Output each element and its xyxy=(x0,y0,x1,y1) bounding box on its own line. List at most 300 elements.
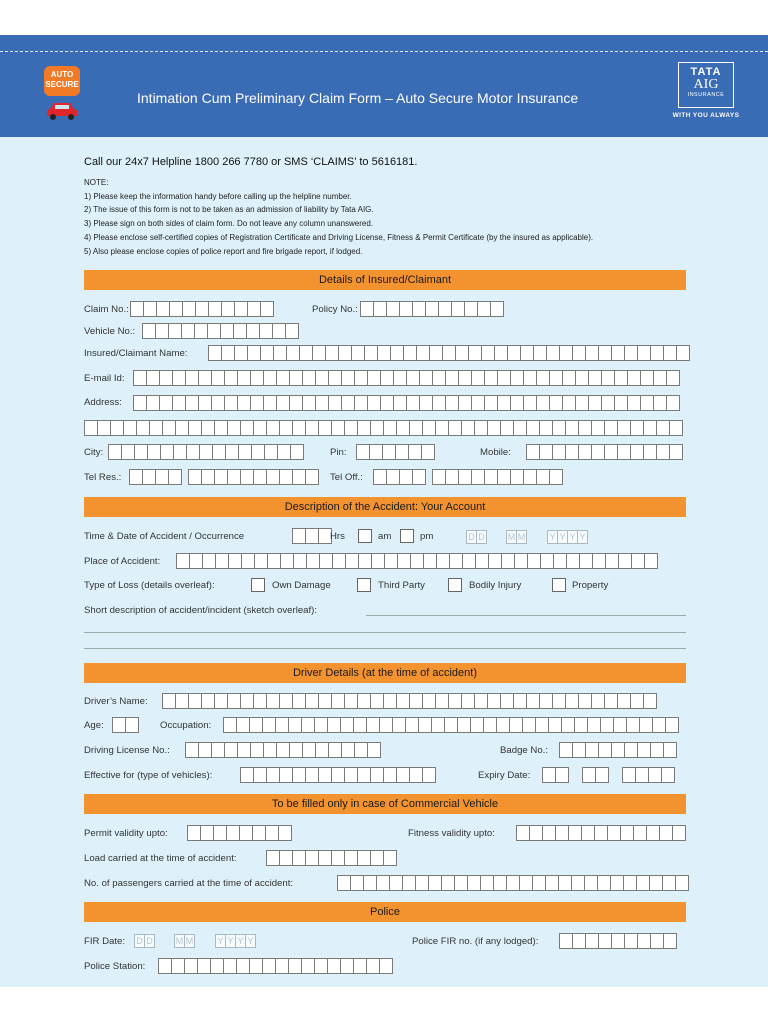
char-box[interactable] xyxy=(598,933,612,949)
char-box[interactable] xyxy=(198,370,212,386)
char-box[interactable] xyxy=(241,553,255,569)
char-box[interactable] xyxy=(494,345,508,361)
char-box[interactable] xyxy=(663,345,677,361)
char-box[interactable] xyxy=(584,875,598,891)
char-box[interactable] xyxy=(562,370,576,386)
char-box[interactable] xyxy=(279,767,293,783)
char-box[interactable] xyxy=(356,444,370,460)
char-box[interactable] xyxy=(315,395,329,411)
age-field[interactable] xyxy=(112,717,138,733)
char-box[interactable] xyxy=(600,717,614,733)
char-box[interactable] xyxy=(253,767,267,783)
char-box[interactable] xyxy=(240,693,254,709)
char-box[interactable] xyxy=(172,370,186,386)
char-box[interactable] xyxy=(380,370,394,386)
char-box[interactable] xyxy=(442,345,456,361)
address-field-line-1[interactable] xyxy=(133,395,679,411)
expiry-month-field[interactable] xyxy=(582,767,608,783)
char-box[interactable] xyxy=(669,420,683,436)
char-box[interactable] xyxy=(613,717,627,733)
char-box[interactable] xyxy=(425,301,439,317)
char-box[interactable] xyxy=(221,345,235,361)
char-box[interactable] xyxy=(247,301,261,317)
char-box[interactable] xyxy=(488,553,502,569)
char-box[interactable] xyxy=(228,553,242,569)
char-box[interactable] xyxy=(526,444,540,460)
char-box[interactable] xyxy=(672,825,686,841)
char-box[interactable] xyxy=(483,717,497,733)
char-box[interactable] xyxy=(470,717,484,733)
char-box[interactable] xyxy=(579,553,593,569)
mobile-field[interactable] xyxy=(526,444,682,460)
char-box[interactable] xyxy=(650,742,664,758)
char-box[interactable] xyxy=(445,395,459,411)
char-box[interactable] xyxy=(290,444,304,460)
char-box[interactable] xyxy=(383,850,397,866)
char-box[interactable] xyxy=(653,395,667,411)
char-box[interactable] xyxy=(650,345,664,361)
passengers-field[interactable] xyxy=(337,875,688,891)
char-box[interactable] xyxy=(595,767,609,783)
char-box[interactable] xyxy=(510,370,524,386)
char-box[interactable] xyxy=(299,345,313,361)
pm-checkbox[interactable] xyxy=(400,529,414,543)
char-box[interactable] xyxy=(279,850,293,866)
char-box[interactable] xyxy=(112,717,126,733)
char-box[interactable] xyxy=(331,850,345,866)
char-box[interactable] xyxy=(168,323,182,339)
char-box[interactable] xyxy=(260,345,274,361)
char-box[interactable] xyxy=(237,742,251,758)
char-box[interactable] xyxy=(292,693,306,709)
char-box[interactable] xyxy=(604,693,618,709)
char-box[interactable] xyxy=(226,825,240,841)
char-box[interactable] xyxy=(471,395,485,411)
char-box[interactable] xyxy=(458,395,472,411)
char-box[interactable] xyxy=(532,875,546,891)
char-box[interactable] xyxy=(415,875,429,891)
char-box[interactable] xyxy=(572,345,586,361)
char-box[interactable] xyxy=(493,875,507,891)
char-box[interactable] xyxy=(617,420,631,436)
char-box[interactable] xyxy=(239,825,253,841)
char-box[interactable] xyxy=(665,717,679,733)
char-box[interactable] xyxy=(575,395,589,411)
char-box[interactable] xyxy=(626,717,640,733)
char-box[interactable] xyxy=(289,742,303,758)
char-box[interactable] xyxy=(490,301,504,317)
char-box[interactable] xyxy=(650,933,664,949)
char-box[interactable] xyxy=(253,469,267,485)
char-box[interactable] xyxy=(236,958,250,974)
char-box[interactable] xyxy=(267,553,281,569)
char-box[interactable] xyxy=(422,420,436,436)
char-box[interactable] xyxy=(315,742,329,758)
char-box[interactable] xyxy=(435,693,449,709)
char-box[interactable] xyxy=(259,323,273,339)
char-box[interactable] xyxy=(601,370,615,386)
char-box[interactable] xyxy=(369,444,383,460)
char-box[interactable] xyxy=(133,370,147,386)
char-box[interactable] xyxy=(315,370,329,386)
char-box[interactable] xyxy=(328,395,342,411)
char-box[interactable] xyxy=(110,420,124,436)
char-box[interactable] xyxy=(184,958,198,974)
char-box[interactable] xyxy=(510,469,524,485)
char-box[interactable] xyxy=(353,958,367,974)
char-box[interactable] xyxy=(240,420,254,436)
char-box[interactable] xyxy=(350,875,364,891)
char-box[interactable] xyxy=(237,395,251,411)
char-box[interactable] xyxy=(108,444,122,460)
char-box[interactable] xyxy=(403,345,417,361)
char-box[interactable] xyxy=(199,444,213,460)
char-box[interactable] xyxy=(250,370,264,386)
char-box[interactable] xyxy=(202,553,216,569)
char-box[interactable] xyxy=(146,370,160,386)
license-field[interactable] xyxy=(185,742,380,758)
char-box[interactable] xyxy=(260,301,274,317)
description-line[interactable] xyxy=(84,648,686,649)
char-box[interactable] xyxy=(379,958,393,974)
char-box[interactable] xyxy=(373,301,387,317)
char-box[interactable] xyxy=(360,301,374,317)
char-box[interactable] xyxy=(345,553,359,569)
fir-date-day-field[interactable] xyxy=(134,934,154,948)
char-box[interactable] xyxy=(201,469,215,485)
char-box[interactable] xyxy=(210,958,224,974)
char-box[interactable] xyxy=(197,958,211,974)
char-box[interactable] xyxy=(367,395,381,411)
char-box[interactable] xyxy=(123,420,137,436)
char-box[interactable] xyxy=(610,875,624,891)
char-box[interactable] xyxy=(675,875,689,891)
char-box[interactable] xyxy=(474,420,488,436)
char-box[interactable] xyxy=(552,693,566,709)
char-box[interactable] xyxy=(462,553,476,569)
char-box[interactable] xyxy=(555,767,569,783)
char-box[interactable] xyxy=(640,370,654,386)
char-box[interactable] xyxy=(168,469,182,485)
char-box[interactable] xyxy=(314,958,328,974)
char-box[interactable] xyxy=(419,395,433,411)
char-box[interactable] xyxy=(422,767,436,783)
char-box[interactable] xyxy=(484,395,498,411)
pin-field[interactable] xyxy=(356,444,434,460)
char-box[interactable] xyxy=(431,717,445,733)
char-box[interactable] xyxy=(604,420,618,436)
char-box[interactable] xyxy=(379,717,393,733)
char-box[interactable] xyxy=(266,420,280,436)
char-box[interactable] xyxy=(253,693,267,709)
char-box[interactable] xyxy=(225,444,239,460)
char-box[interactable] xyxy=(279,420,293,436)
char-box[interactable] xyxy=(162,420,176,436)
char-box[interactable] xyxy=(285,323,299,339)
char-box[interactable] xyxy=(246,323,260,339)
char-box[interactable] xyxy=(265,825,279,841)
char-box[interactable] xyxy=(249,717,263,733)
char-box[interactable] xyxy=(198,742,212,758)
char-box[interactable] xyxy=(558,875,572,891)
char-box[interactable] xyxy=(549,469,563,485)
char-box[interactable] xyxy=(338,345,352,361)
char-box[interactable] xyxy=(676,345,690,361)
char-box[interactable] xyxy=(158,958,172,974)
char-box[interactable] xyxy=(565,420,579,436)
char-box[interactable] xyxy=(395,444,409,460)
char-box[interactable] xyxy=(325,345,339,361)
char-box[interactable] xyxy=(286,345,300,361)
char-box[interactable] xyxy=(592,553,606,569)
char-box[interactable] xyxy=(292,420,306,436)
char-box[interactable] xyxy=(477,301,491,317)
char-box[interactable] xyxy=(319,553,333,569)
char-box[interactable] xyxy=(582,767,596,783)
third-party-checkbox[interactable] xyxy=(357,578,371,592)
char-box[interactable] xyxy=(637,742,651,758)
char-box[interactable] xyxy=(344,767,358,783)
char-box[interactable] xyxy=(208,301,222,317)
char-box[interactable] xyxy=(552,444,566,460)
char-box[interactable] xyxy=(383,420,397,436)
char-box[interactable] xyxy=(185,370,199,386)
char-box[interactable] xyxy=(432,370,446,386)
char-box[interactable] xyxy=(644,553,658,569)
char-box[interactable] xyxy=(224,370,238,386)
char-box[interactable] xyxy=(624,345,638,361)
char-box[interactable] xyxy=(156,301,170,317)
char-box[interactable] xyxy=(223,958,237,974)
char-box[interactable] xyxy=(614,370,628,386)
char-box[interactable] xyxy=(419,370,433,386)
char-box[interactable] xyxy=(500,693,514,709)
char-box[interactable] xyxy=(399,301,413,317)
char-box[interactable] xyxy=(340,958,354,974)
char-box[interactable] xyxy=(553,553,567,569)
char-box[interactable] xyxy=(461,693,475,709)
char-box[interactable] xyxy=(585,933,599,949)
char-box[interactable] xyxy=(627,370,641,386)
char-box[interactable] xyxy=(341,395,355,411)
char-box[interactable] xyxy=(214,693,228,709)
char-box[interactable] xyxy=(220,323,234,339)
char-box[interactable] xyxy=(383,767,397,783)
char-box[interactable] xyxy=(142,323,156,339)
char-box[interactable] xyxy=(185,395,199,411)
char-box[interactable] xyxy=(578,420,592,436)
char-box[interactable] xyxy=(522,717,536,733)
char-box[interactable] xyxy=(194,323,208,339)
char-box[interactable] xyxy=(552,420,566,436)
char-box[interactable] xyxy=(213,825,227,841)
char-box[interactable] xyxy=(266,469,280,485)
char-box[interactable] xyxy=(591,693,605,709)
char-box[interactable] xyxy=(666,395,680,411)
char-box[interactable] xyxy=(354,395,368,411)
expiry-day-field[interactable] xyxy=(542,767,568,783)
char-box[interactable] xyxy=(637,933,651,949)
char-box[interactable] xyxy=(643,444,657,460)
char-box[interactable] xyxy=(458,370,472,386)
description-line[interactable] xyxy=(84,632,686,633)
char-box[interactable] xyxy=(409,693,423,709)
accident-date-year-field[interactable] xyxy=(547,530,587,544)
char-box[interactable] xyxy=(142,469,156,485)
char-box[interactable] xyxy=(540,553,554,569)
char-box[interactable] xyxy=(211,395,225,411)
char-box[interactable] xyxy=(529,825,543,841)
char-box[interactable] xyxy=(253,420,267,436)
char-box[interactable] xyxy=(559,933,573,949)
char-box[interactable] xyxy=(175,693,189,709)
char-box[interactable] xyxy=(367,742,381,758)
char-box[interactable] xyxy=(578,693,592,709)
char-box[interactable] xyxy=(376,875,390,891)
char-box[interactable] xyxy=(458,469,472,485)
char-box[interactable] xyxy=(399,469,413,485)
accident-date-day-field[interactable] xyxy=(466,530,486,544)
char-box[interactable] xyxy=(373,469,387,485)
char-box[interactable] xyxy=(301,717,315,733)
char-box[interactable] xyxy=(200,825,214,841)
driver-name-field[interactable] xyxy=(162,693,656,709)
char-box[interactable] xyxy=(471,469,485,485)
char-box[interactable] xyxy=(669,444,683,460)
char-box[interactable] xyxy=(605,553,619,569)
char-box[interactable] xyxy=(353,717,367,733)
char-box[interactable] xyxy=(302,395,316,411)
char-box[interactable] xyxy=(487,420,501,436)
char-box[interactable] xyxy=(211,370,225,386)
char-box[interactable] xyxy=(288,717,302,733)
char-box[interactable] xyxy=(176,553,190,569)
char-box[interactable] xyxy=(649,875,663,891)
char-box[interactable] xyxy=(227,469,241,485)
char-box[interactable] xyxy=(289,395,303,411)
char-box[interactable] xyxy=(432,469,446,485)
char-box[interactable] xyxy=(223,717,237,733)
char-box[interactable] xyxy=(500,420,514,436)
char-box[interactable] xyxy=(175,420,189,436)
char-box[interactable] xyxy=(549,395,563,411)
char-box[interactable] xyxy=(409,767,423,783)
char-box[interactable] xyxy=(457,717,471,733)
char-box[interactable] xyxy=(640,395,654,411)
char-box[interactable] xyxy=(305,693,319,709)
char-box[interactable] xyxy=(364,345,378,361)
char-box[interactable] xyxy=(455,345,469,361)
char-box[interactable] xyxy=(468,345,482,361)
char-box[interactable] xyxy=(598,345,612,361)
char-box[interactable] xyxy=(559,345,573,361)
char-box[interactable] xyxy=(212,444,226,460)
char-box[interactable] xyxy=(211,742,225,758)
char-box[interactable] xyxy=(331,420,345,436)
char-box[interactable] xyxy=(366,958,380,974)
char-box[interactable] xyxy=(182,301,196,317)
char-box[interactable] xyxy=(277,444,291,460)
char-box[interactable] xyxy=(506,875,520,891)
char-box[interactable] xyxy=(445,469,459,485)
char-box[interactable] xyxy=(224,742,238,758)
char-box[interactable] xyxy=(201,420,215,436)
char-box[interactable] xyxy=(266,850,280,866)
char-box[interactable] xyxy=(663,742,677,758)
char-box[interactable] xyxy=(435,420,449,436)
policy-no-field[interactable] xyxy=(360,301,503,317)
own-damage-checkbox[interactable] xyxy=(251,578,265,592)
char-box[interactable] xyxy=(344,850,358,866)
char-box[interactable] xyxy=(370,420,384,436)
char-box[interactable] xyxy=(357,693,371,709)
char-box[interactable] xyxy=(252,825,266,841)
char-box[interactable] xyxy=(272,323,286,339)
char-box[interactable] xyxy=(618,553,632,569)
char-box[interactable] xyxy=(653,370,667,386)
badge-field[interactable] xyxy=(559,742,676,758)
char-box[interactable] xyxy=(262,717,276,733)
char-box[interactable] xyxy=(393,395,407,411)
char-box[interactable] xyxy=(643,693,657,709)
char-box[interactable] xyxy=(288,958,302,974)
char-box[interactable] xyxy=(513,420,527,436)
char-box[interactable] xyxy=(292,528,306,544)
char-box[interactable] xyxy=(129,469,143,485)
char-box[interactable] xyxy=(561,717,575,733)
char-box[interactable] xyxy=(208,345,222,361)
char-box[interactable] xyxy=(585,345,599,361)
char-box[interactable] xyxy=(533,345,547,361)
char-box[interactable] xyxy=(510,395,524,411)
char-box[interactable] xyxy=(523,395,537,411)
char-box[interactable] xyxy=(341,370,355,386)
char-box[interactable] xyxy=(240,469,254,485)
char-box[interactable] xyxy=(97,420,111,436)
load-carried-field[interactable] xyxy=(266,850,396,866)
char-box[interactable] xyxy=(630,693,644,709)
char-box[interactable] xyxy=(396,420,410,436)
char-box[interactable] xyxy=(474,693,488,709)
char-box[interactable] xyxy=(227,693,241,709)
char-box[interactable] xyxy=(497,469,511,485)
char-box[interactable] xyxy=(624,742,638,758)
char-box[interactable] xyxy=(371,553,385,569)
char-box[interactable] xyxy=(207,323,221,339)
tel-off-number-field[interactable] xyxy=(432,469,562,485)
char-box[interactable] xyxy=(341,742,355,758)
char-box[interactable] xyxy=(516,825,530,841)
char-box[interactable] xyxy=(406,395,420,411)
char-box[interactable] xyxy=(247,345,261,361)
char-box[interactable] xyxy=(622,767,636,783)
char-box[interactable] xyxy=(251,444,265,460)
char-box[interactable] xyxy=(136,420,150,436)
char-box[interactable] xyxy=(264,444,278,460)
char-box[interactable] xyxy=(536,395,550,411)
char-box[interactable] xyxy=(234,345,248,361)
char-box[interactable] xyxy=(392,717,406,733)
char-box[interactable] xyxy=(464,301,478,317)
char-box[interactable] xyxy=(422,693,436,709)
char-box[interactable] xyxy=(367,370,381,386)
char-box[interactable] xyxy=(617,693,631,709)
char-box[interactable] xyxy=(384,553,398,569)
char-box[interactable] xyxy=(562,395,576,411)
char-box[interactable] xyxy=(302,742,316,758)
char-box[interactable] xyxy=(171,958,185,974)
char-box[interactable] xyxy=(280,553,294,569)
